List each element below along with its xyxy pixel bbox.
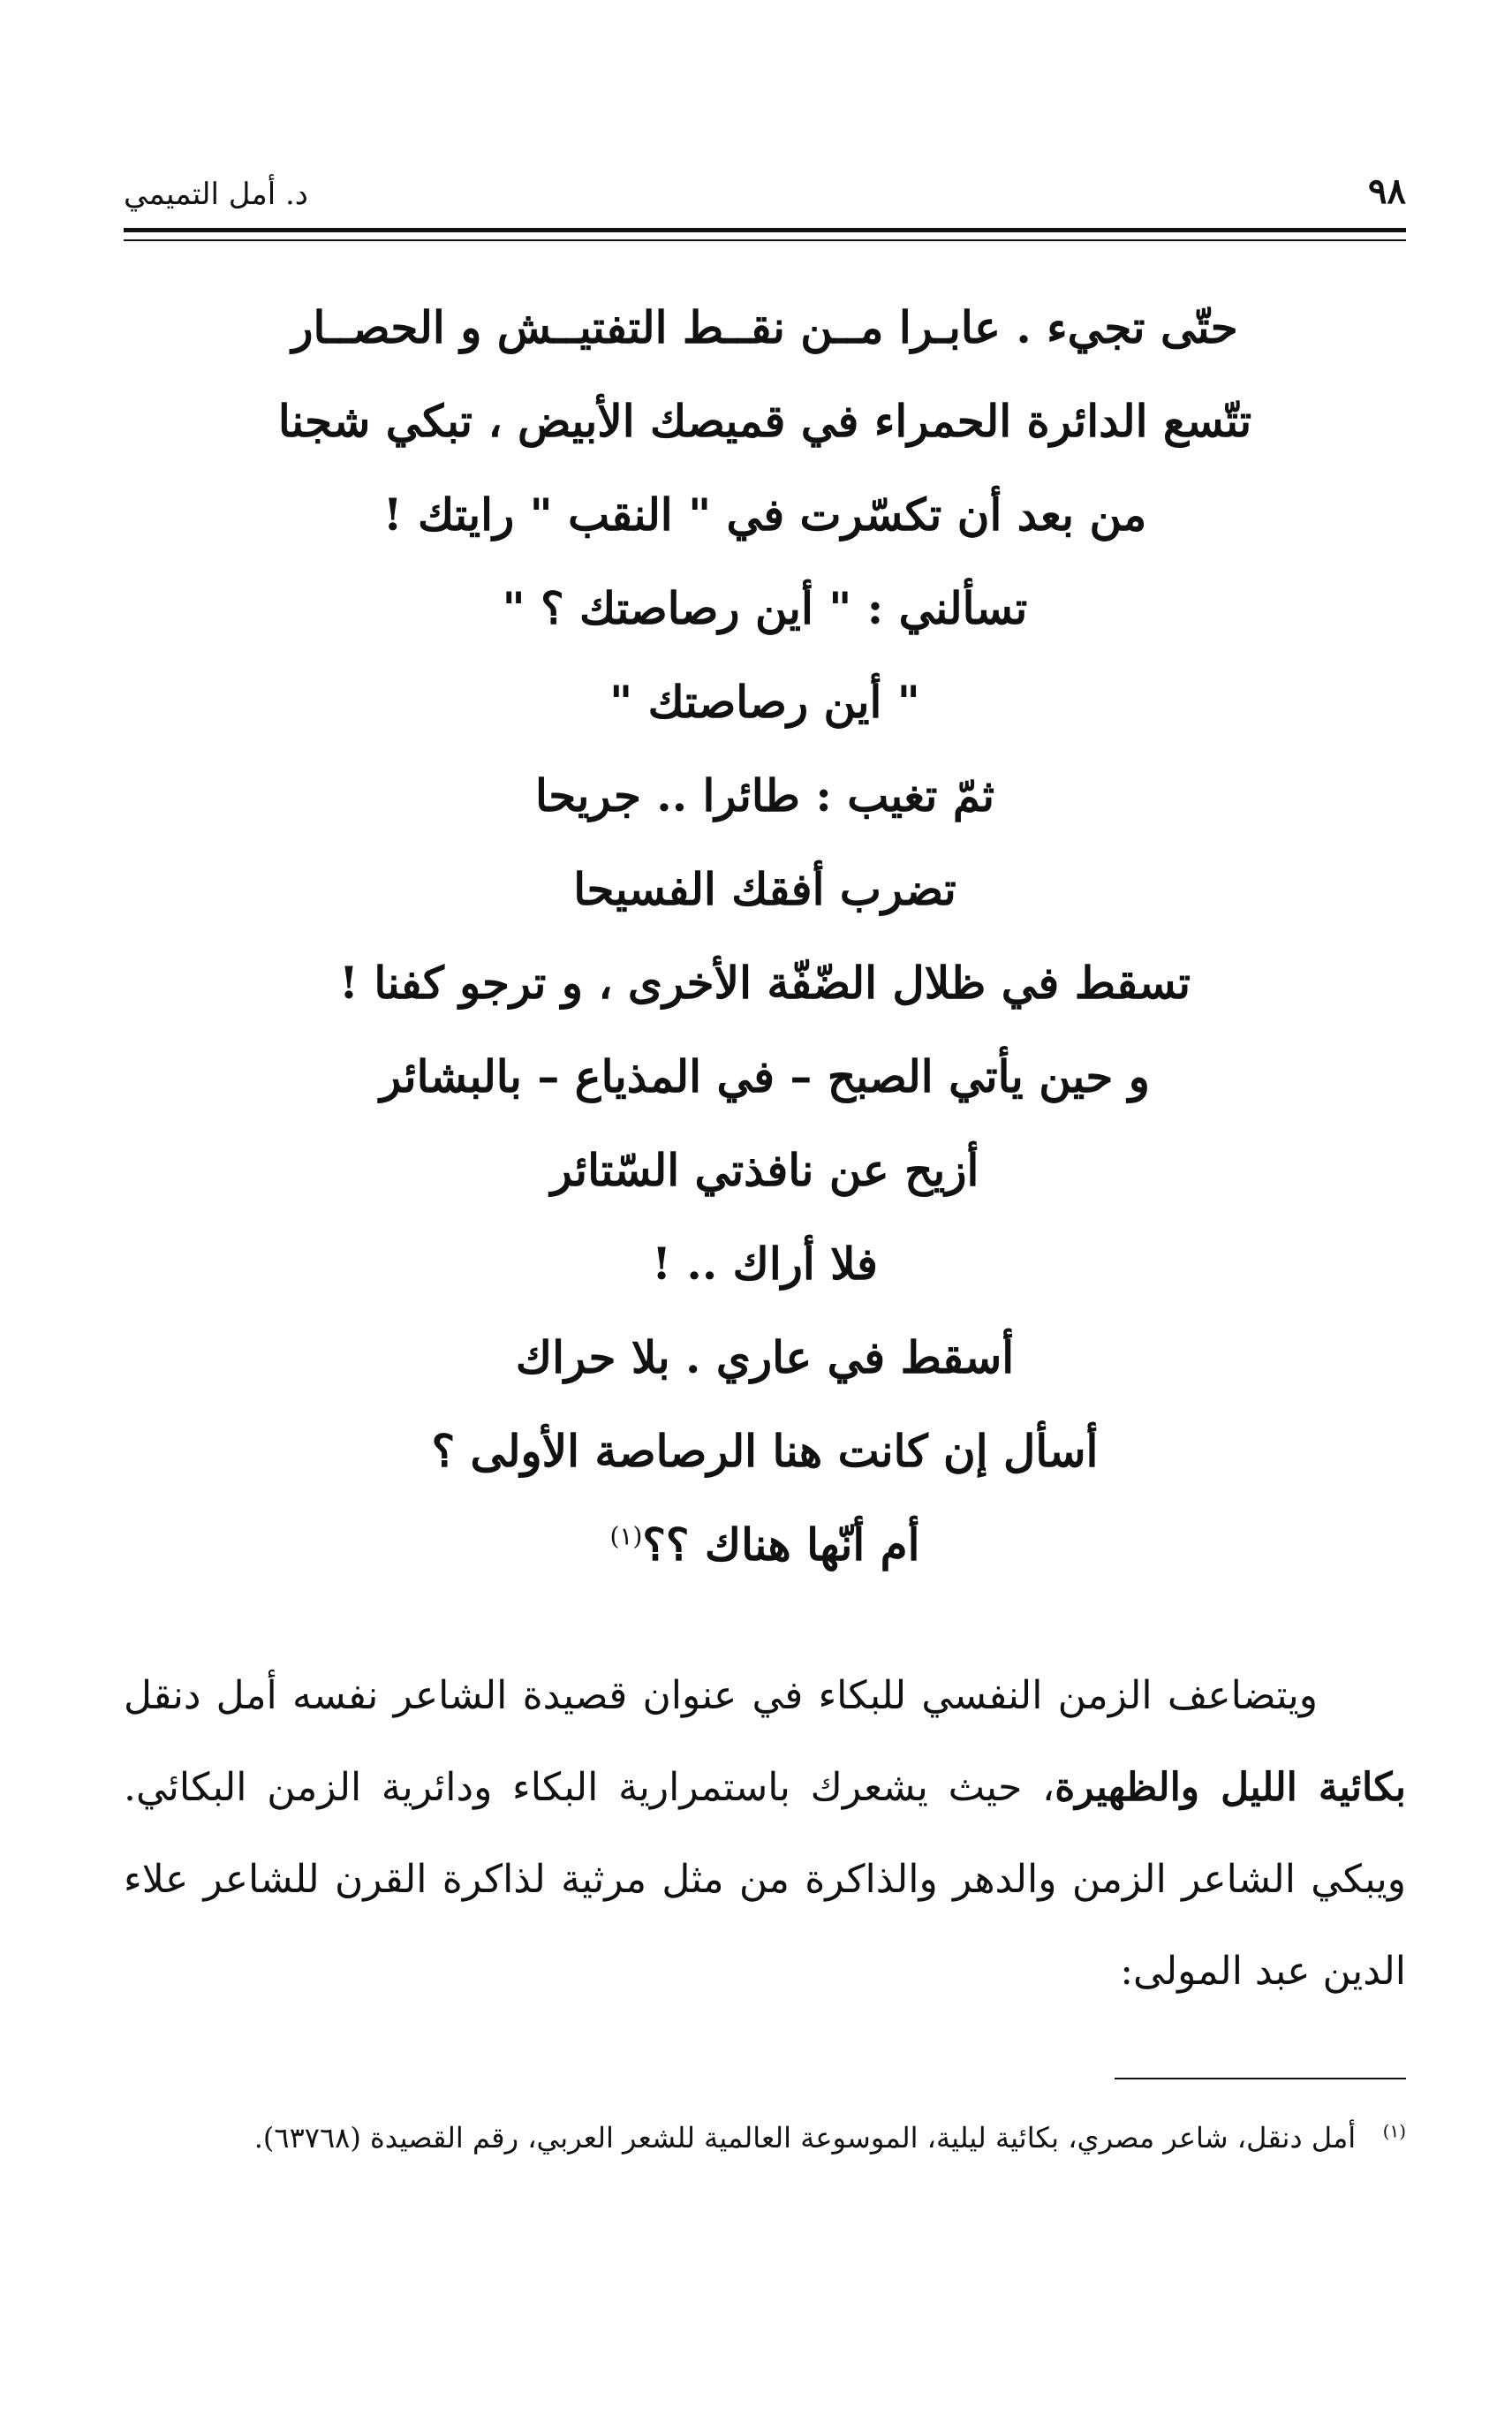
footnote-number: (١)	[1382, 2120, 1406, 2142]
poem-line: أزيح عن نافذتي السّتائر	[550, 1144, 979, 1196]
poem-line: فلا أراك .. !	[652, 1238, 878, 1290]
poem-line: " أين رصاصتك "	[609, 676, 920, 728]
footnote	[124, 2111, 1406, 2164]
paragraph-text-1: ويتضاعف الزمن النفسي للبكاء في عنوان قصيدة الشاعر نفسه أمل دنقل	[124, 1673, 1318, 1718]
footnote-text: أمل دنقل، شاعر مصري، بكائية ليلية، الموسوعة العالمية للشعر العربي، رقم القصيدة (٦٣٧٦٨).	[253, 2121, 1357, 2155]
poem-line: و حين يأتي الصبح – في المذياع – بالبشائر	[380, 1050, 1150, 1102]
poem-line: حتّى تجيء . عابـرا مــن نقــط التفتيــش و الحصــار	[291, 301, 1238, 353]
page-number: ٩٨	[1368, 170, 1406, 212]
header-rule-thin	[124, 239, 1406, 241]
poem-block	[124, 281, 1406, 1592]
header-rule-thick	[124, 228, 1406, 232]
poem-line: من بعد أن تكسّرت في " النقب " رايتك !	[382, 488, 1147, 541]
poem-line: أسقط في عاري . بلا حراك	[515, 1331, 1015, 1383]
footnote-marker: (١)	[609, 1521, 643, 1551]
poem-line: تضرب أفقك الفسيحا	[573, 863, 956, 915]
poem-line: تسألني : " أين رصاصتك ؟ "	[502, 582, 1028, 634]
page-header	[124, 164, 1406, 217]
poem-line: ثمّ تغيب : طائرا .. جريحا	[534, 769, 995, 822]
poem-line: تتّسع الدائرة الحمراء في قميصك الأبيض ، تبكي شجنا	[277, 395, 1252, 447]
running-author: د. أمل التميمي	[124, 177, 308, 212]
poem-title-bold: بكائية الليل والظهيرة	[1055, 1765, 1407, 1810]
poem-line: أسأل إن كانت هنا الرصاصة الأولى ؟	[431, 1425, 1099, 1477]
poem-line-text: أم أنّها هناك ؟؟	[642, 1518, 920, 1571]
poem-line-last	[124, 1498, 1406, 1592]
body-paragraph	[124, 1650, 1406, 2018]
poem-line: تسقط في ظلال الضّفّة الأخرى ، و ترجو كفنا !	[339, 957, 1191, 1009]
paragraph-text-2: ، حيث يشعرك باستمرارية البكاء ودائرية الزمن البكائي. ويبكي الشاعر الزمن والدهر والذاكرة من مثل مرثية لذاكرة القرن للشاعر علاء الدين عبد المولى:	[124, 1765, 1406, 1994]
footnote-separator	[1115, 2078, 1406, 2079]
